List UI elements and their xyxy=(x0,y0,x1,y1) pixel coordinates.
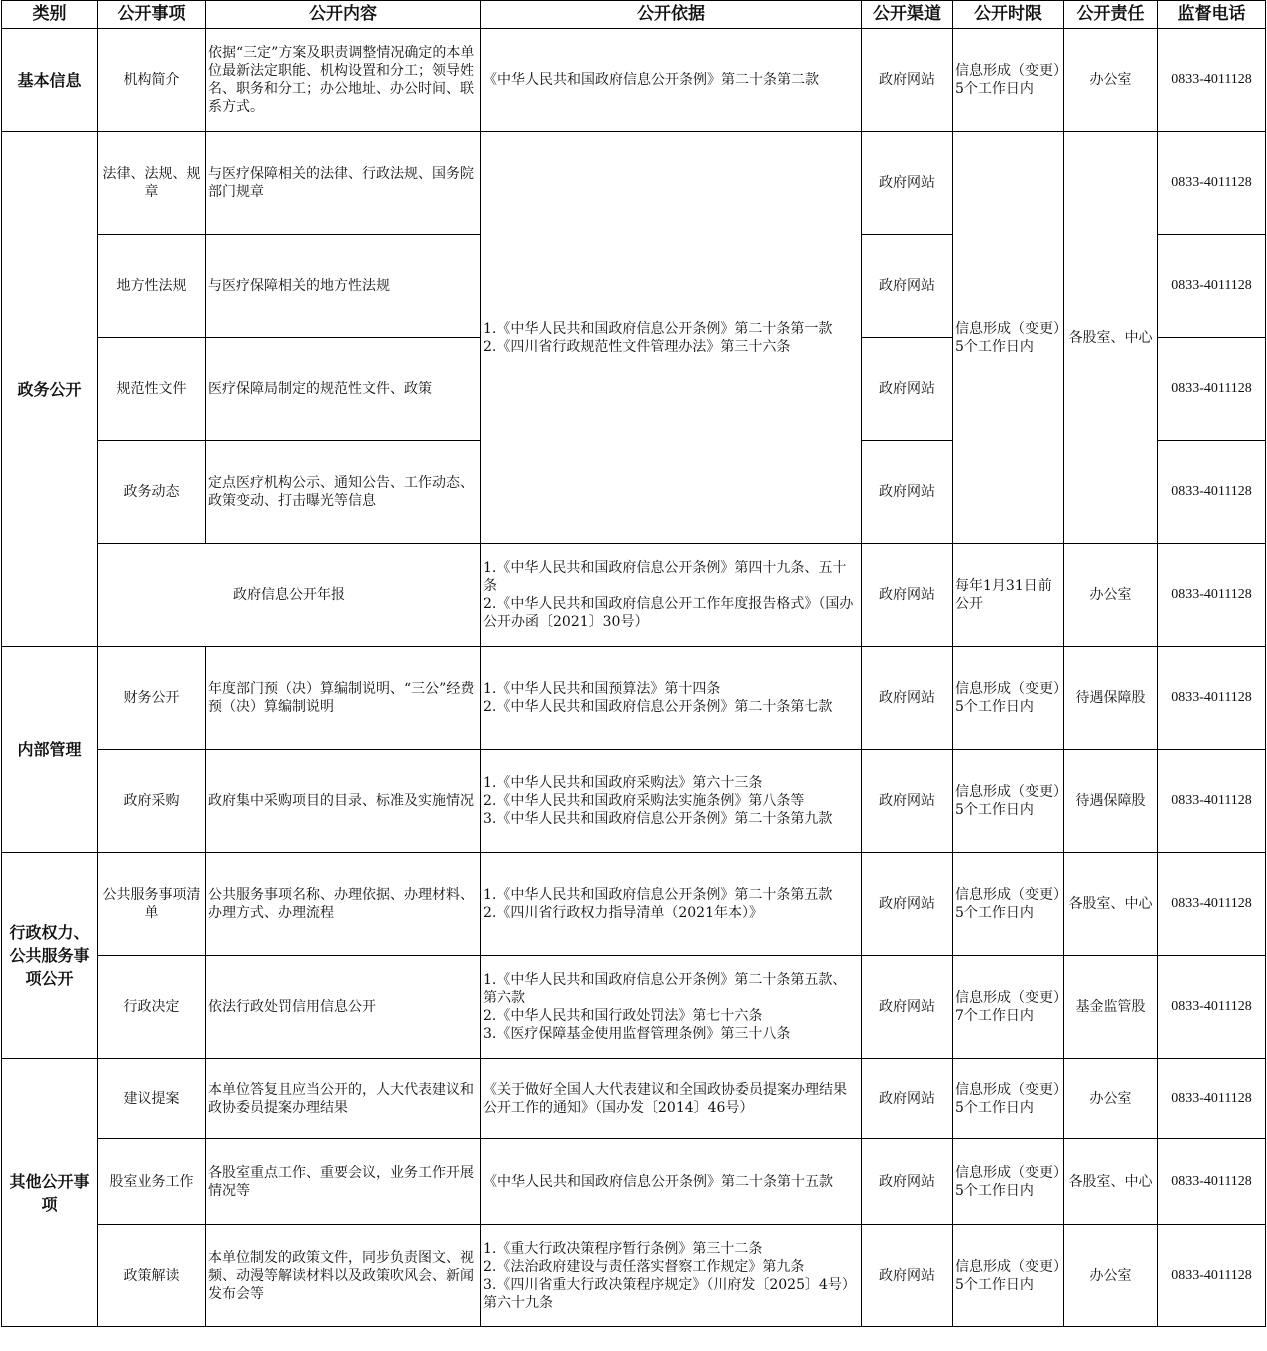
channel-cell: 政府网站 xyxy=(862,647,953,750)
basis-cell: 1.《重大行政决策程序暂行条例》第三十二条 2.《法治政府建设与责任落实督察工作规定》第九条 3.《四川省重大行政决策程序规定》（川府发〔2025〕4号）第六十九条 xyxy=(481,1225,862,1327)
timelimit-cell: 信息形成（变更）5个工作日内 xyxy=(953,750,1064,853)
channel-cell: 政府网站 xyxy=(862,1225,953,1327)
responsibility-cell: 办公室 xyxy=(1064,1059,1158,1139)
content-cell: 与医疗保障相关的法律、行政法规、国务院部门规章 xyxy=(206,132,481,235)
channel-cell: 政府网站 xyxy=(862,750,953,853)
responsibility-cell: 待遇保障股 xyxy=(1064,647,1158,750)
channel-cell: 政府网站 xyxy=(862,853,953,956)
table-row xyxy=(2,29,1266,132)
phone-cell: 0833-4011128 xyxy=(1158,750,1266,853)
phone-cell: 0833-4011128 xyxy=(1158,853,1266,956)
item-cell: 政府采购 xyxy=(98,750,206,853)
basis-cell: 《中华人民共和国政府信息公开条例》第二十条第十五款 xyxy=(481,1139,862,1225)
disclosure-table xyxy=(1,0,1266,1327)
channel-cell: 政府网站 xyxy=(862,1139,953,1225)
item-cell: 财务公开 xyxy=(98,647,206,750)
item-cell: 地方性法规 xyxy=(98,235,206,338)
channel-cell: 政府网站 xyxy=(862,956,953,1059)
timelimit-cell: 每年1月31日前公开 xyxy=(953,544,1064,647)
responsibility-cell: 各股室、中心 xyxy=(1064,132,1158,544)
channel-cell: 政府网站 xyxy=(862,441,953,544)
table-row xyxy=(2,1225,1266,1327)
timelimit-cell: 信息形成（变更）5个工作日内 xyxy=(953,647,1064,750)
table-row xyxy=(2,956,1266,1059)
category-cell: 政务公开 xyxy=(2,132,98,647)
header-channel: 公开渠道 xyxy=(862,1,953,29)
category-cell: 其他公开事项 xyxy=(2,1059,98,1327)
header-basis: 公开依据 xyxy=(481,1,862,29)
responsibility-cell: 待遇保障股 xyxy=(1064,750,1158,853)
table-row xyxy=(2,1059,1266,1139)
content-cell: 与医疗保障相关的地方性法规 xyxy=(206,235,481,338)
table-row xyxy=(2,544,1266,647)
table-row xyxy=(2,647,1266,750)
responsibility-cell: 办公室 xyxy=(1064,29,1158,132)
category-cell: 行政权力、公共服务事项公开 xyxy=(2,853,98,1059)
basis-cell: 1.《中华人民共和国政府信息公开条例》第四十九条、五十条 2.《中华人民共和国政府信息公开工作年度报告格式》（国办公开办函〔2021〕30号） xyxy=(481,544,862,647)
responsibility-cell: 办公室 xyxy=(1064,544,1158,647)
basis-cell: 1.《中华人民共和国政府信息公开条例》第二十条第五款、第六款 2.《中华人民共和国行政处罚法》第七十六条 3.《医疗保障基金使用监督管理条例》第三十八条 xyxy=(481,956,862,1059)
content-cell: 政府集中采购项目的目录、标准及实施情况 xyxy=(206,750,481,853)
basis-cell: 1.《中华人民共和国预算法》第十四条 2.《中华人民共和国政府信息公开条例》第二十条第七款 xyxy=(481,647,862,750)
channel-cell: 政府网站 xyxy=(862,235,953,338)
phone-cell: 0833-4011128 xyxy=(1158,544,1266,647)
content-cell: 依据“三定”方案及职责调整情况确定的本单位最新法定职能、机构设置和分工；领导姓名、职务和分工；办公地址、办公时间、联系方式。 xyxy=(206,29,481,132)
responsibility-cell: 各股室、中心 xyxy=(1064,1139,1158,1225)
phone-cell: 0833-4011128 xyxy=(1158,235,1266,338)
content-cell: 本单位制发的政策文件，同步负责图文、视频、动漫等解读材料以及政策吹风会、新闻发布会等 xyxy=(206,1225,481,1327)
content-cell: 各股室重点工作、重要会议，业务工作开展情况等 xyxy=(206,1139,481,1225)
basis-cell: 1.《中华人民共和国政府信息公开条例》第二十条第五款 2.《四川省行政权力指导清单（2021年本）》 xyxy=(481,853,862,956)
header-timelimit: 公开时限 xyxy=(953,1,1064,29)
timelimit-cell: 信息形成（变更）5个工作日内 xyxy=(953,29,1064,132)
channel-cell: 政府网站 xyxy=(862,338,953,441)
item-cell: 建议提案 xyxy=(98,1059,206,1139)
timelimit-cell: 信息形成（变更）5个工作日内 xyxy=(953,1225,1064,1327)
phone-cell: 0833-4011128 xyxy=(1158,441,1266,544)
basis-cell: 1.《中华人民共和国政府采购法》第六十三条 2.《中华人民共和国政府采购法实施条例》第八条等 3.《中华人民共和国政府信息公开条例》第二十条第九款 xyxy=(481,750,862,853)
header-responsibility: 公开责任 xyxy=(1064,1,1158,29)
header-item: 公开事项 xyxy=(98,1,206,29)
category-cell: 内部管理 xyxy=(2,647,98,853)
basis-cell: 《中华人民共和国政府信息公开条例》第二十条第二款 xyxy=(481,29,862,132)
responsibility-cell: 办公室 xyxy=(1064,1225,1158,1327)
item-cell: 政府信息公开年报 xyxy=(98,544,481,647)
header-row xyxy=(2,1,1266,29)
timelimit-cell: 信息形成（变更）5个工作日内 xyxy=(953,1059,1064,1139)
header-category: 类别 xyxy=(2,1,98,29)
phone-cell: 0833-4011128 xyxy=(1158,647,1266,750)
item-cell: 公共服务事项清单 xyxy=(98,853,206,956)
item-cell: 行政决定 xyxy=(98,956,206,1059)
channel-cell: 政府网站 xyxy=(862,29,953,132)
responsibility-cell: 各股室、中心 xyxy=(1064,853,1158,956)
phone-cell: 0833-4011128 xyxy=(1158,338,1266,441)
channel-cell: 政府网站 xyxy=(862,132,953,235)
item-cell: 股室业务工作 xyxy=(98,1139,206,1225)
phone-cell: 0833-4011128 xyxy=(1158,132,1266,235)
content-cell: 医疗保障局制定的规范性文件、政策 xyxy=(206,338,481,441)
table-row xyxy=(2,132,1266,235)
header-phone: 监督电话 xyxy=(1158,1,1266,29)
table-row xyxy=(2,853,1266,956)
responsibility-cell: 基金监管股 xyxy=(1064,956,1158,1059)
content-cell: 年度部门预（决）算编制说明、“三公”经费预（决）算编制说明 xyxy=(206,647,481,750)
table-row xyxy=(2,1139,1266,1225)
content-cell: 本单位答复且应当公开的，人大代表建议和政协委员提案办理结果 xyxy=(206,1059,481,1139)
header-content: 公开内容 xyxy=(206,1,481,29)
basis-cell: 1.《中华人民共和国政府信息公开条例》第二十条第一款 2.《四川省行政规范性文件管理办法》第三十六条 xyxy=(481,132,862,544)
timelimit-cell: 信息形成（变更）5个工作日内 xyxy=(953,853,1064,956)
content-cell: 公共服务事项名称、办理依据、办理材料、办理方式、办理流程 xyxy=(206,853,481,956)
phone-cell: 0833-4011128 xyxy=(1158,1225,1266,1327)
timelimit-cell: 信息形成（变更）5个工作日内 xyxy=(953,1139,1064,1225)
phone-cell: 0833-4011128 xyxy=(1158,29,1266,132)
item-cell: 法律、法规、规章 xyxy=(98,132,206,235)
item-cell: 规范性文件 xyxy=(98,338,206,441)
category-cell: 基本信息 xyxy=(2,29,98,132)
table-row xyxy=(2,750,1266,853)
item-cell: 机构简介 xyxy=(98,29,206,132)
channel-cell: 政府网站 xyxy=(862,544,953,647)
phone-cell: 0833-4011128 xyxy=(1158,956,1266,1059)
item-cell: 政策解读 xyxy=(98,1225,206,1327)
timelimit-cell: 信息形成（变更）7个工作日内 xyxy=(953,956,1064,1059)
basis-cell: 《关于做好全国人大代表建议和全国政协委员提案办理结果公开工作的通知》（国办发〔2014〕46号） xyxy=(481,1059,862,1139)
item-cell: 政务动态 xyxy=(98,441,206,544)
phone-cell: 0833-4011128 xyxy=(1158,1139,1266,1225)
content-cell: 依法行政处罚信用信息公开 xyxy=(206,956,481,1059)
content-cell: 定点医疗机构公示、通知公告、工作动态、政策变动、打击曝光等信息 xyxy=(206,441,481,544)
phone-cell: 0833-4011128 xyxy=(1158,1059,1266,1139)
timelimit-cell: 信息形成（变更）5个工作日内 xyxy=(953,132,1064,544)
channel-cell: 政府网站 xyxy=(862,1059,953,1139)
